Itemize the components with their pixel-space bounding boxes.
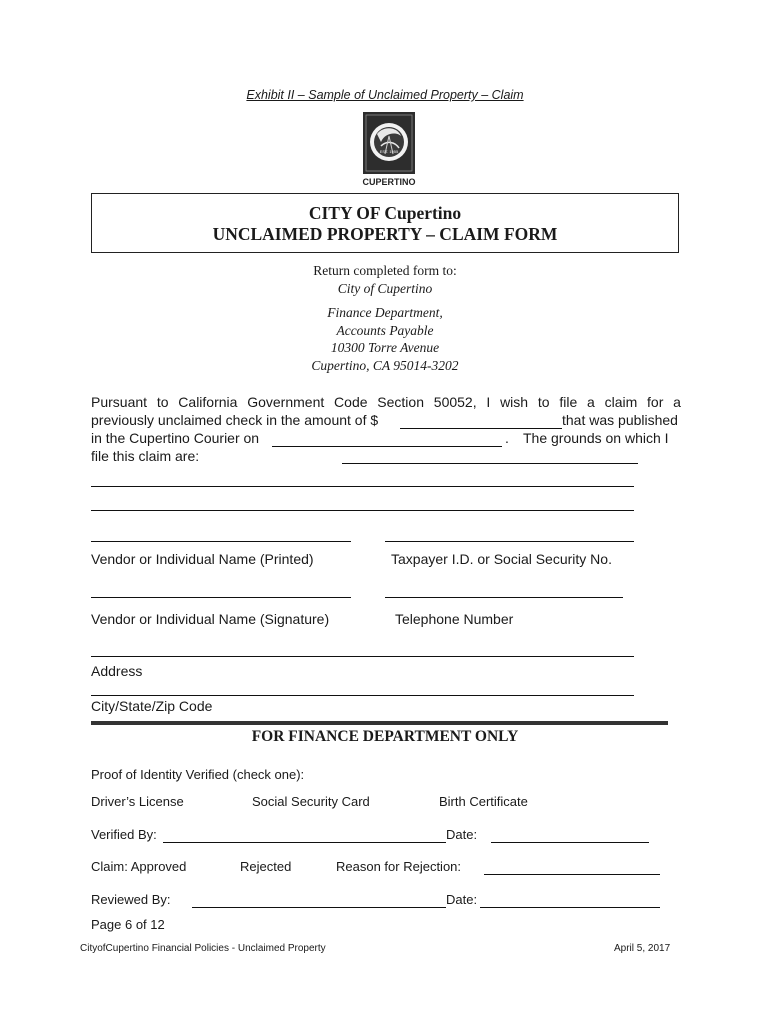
paragraph-line-2b: that was published	[562, 412, 678, 428]
footer-document-name: CityofCupertino Financial Policies - Unclaimed Property	[80, 943, 326, 954]
return-city: City of Cupertino	[337, 281, 433, 296]
vendor-signature-field[interactable]	[91, 597, 351, 598]
claim-rejected-label[interactable]: Rejected	[240, 859, 292, 874]
paragraph-word: wish	[500, 394, 529, 410]
grounds-line-3[interactable]	[91, 510, 634, 511]
address-field[interactable]	[91, 656, 634, 657]
vendor-printed-field[interactable]	[91, 541, 351, 542]
paragraph-line-3c: The grounds on which I	[523, 430, 669, 446]
paragraph-word: a	[673, 394, 681, 410]
finance-divider	[91, 721, 668, 725]
rejection-reason-label: Reason for Rejection:	[336, 859, 462, 874]
paragraph-word: Pursuant	[91, 394, 148, 410]
paragraph-word: to	[156, 394, 169, 410]
amount-field[interactable]	[400, 428, 562, 429]
taxpayer-id-label: Taxpayer I.D. or Social Security No.	[391, 551, 612, 567]
paragraph-word: Government	[247, 394, 325, 410]
paragraph-word: Section	[377, 394, 424, 410]
reviewed-date-field[interactable]	[480, 907, 660, 908]
option-birth-certificate[interactable]: Birth Certificate	[439, 794, 528, 809]
taxpayer-id-field[interactable]	[385, 541, 634, 542]
publish-date-field[interactable]	[272, 446, 502, 447]
proof-label: Proof of Identity Verified (check one):	[91, 767, 305, 782]
verified-by-field[interactable]	[163, 842, 446, 843]
return-citystate: Cupertino, CA 95014-3202	[311, 358, 459, 373]
paragraph-word: to	[537, 394, 550, 410]
paragraph-line-2a: previously unclaimed check in the amount of $	[91, 412, 379, 428]
verified-date-field[interactable]	[491, 842, 649, 843]
option-drivers-license[interactable]: Driver’s License	[91, 794, 184, 809]
address-label: Address	[91, 663, 143, 679]
paragraph-word: 50052,	[433, 394, 477, 410]
city-state-zip-field[interactable]	[91, 695, 634, 696]
city-state-zip-label: City/State/Zip Code	[91, 698, 213, 714]
paragraph-word: I	[486, 394, 491, 410]
paragraph-word: for	[647, 394, 664, 410]
reviewed-by-label: Reviewed By:	[91, 892, 171, 907]
exhibit-heading: Exhibit II – Sample of Unclaimed Property – Claim	[246, 88, 524, 102]
verified-by-label: Verified By:	[91, 827, 157, 842]
footer-date: April 5, 2017	[614, 943, 671, 954]
rejection-reason-field[interactable]	[484, 874, 660, 875]
reviewed-date-label: Date:	[446, 892, 478, 907]
grounds-line-2[interactable]	[91, 486, 634, 487]
cupertino-logo	[351, 112, 427, 188]
option-social-security-card[interactable]: Social Security Card	[252, 794, 370, 809]
form-title-box	[91, 193, 679, 253]
form-title-main: UNCLAIMED PROPERTY – CLAIM FORM	[212, 224, 558, 244]
paragraph-line-4: file this claim are:	[91, 448, 200, 464]
paragraph-word: claim	[604, 394, 638, 410]
paragraph-word: Code	[334, 394, 368, 410]
page-number: Page 6 of 12	[91, 917, 165, 932]
logo-seal-text: EST. 1955	[379, 149, 399, 154]
vendor-signature-label: Vendor or Individual Name (Signature)	[91, 611, 330, 627]
return-street: 10300 Torre Avenue	[330, 340, 440, 355]
claim-approved-label[interactable]: Claim: Approved	[91, 859, 187, 874]
return-unit: Accounts Payable	[336, 323, 434, 338]
paragraph-word: California	[178, 394, 238, 410]
cupertino-seal-icon	[351, 112, 427, 188]
grounds-line-1[interactable]	[342, 463, 638, 464]
return-dept: Finance Department,	[327, 305, 443, 320]
paragraph-line-3a: in the Cupertino Courier on	[91, 430, 260, 446]
paragraph-line-3b: .	[505, 430, 509, 446]
reviewed-by-field[interactable]	[192, 907, 446, 908]
verified-date-label: Date:	[446, 827, 478, 842]
form-title-city: CITY OF Cupertino	[308, 203, 462, 223]
finance-heading: FOR FINANCE DEPARTMENT ONLY	[251, 728, 519, 745]
telephone-field[interactable]	[385, 597, 623, 598]
claim-paragraph-line-1	[91, 394, 681, 410]
paragraph-word: a	[587, 394, 595, 410]
telephone-label: Telephone Number	[395, 611, 514, 627]
logo-label: CUPERTINO	[362, 177, 416, 187]
vendor-printed-label: Vendor or Individual Name (Printed)	[91, 551, 314, 567]
paragraph-word: file	[559, 394, 578, 410]
return-intro: Return completed form to:	[313, 263, 457, 278]
